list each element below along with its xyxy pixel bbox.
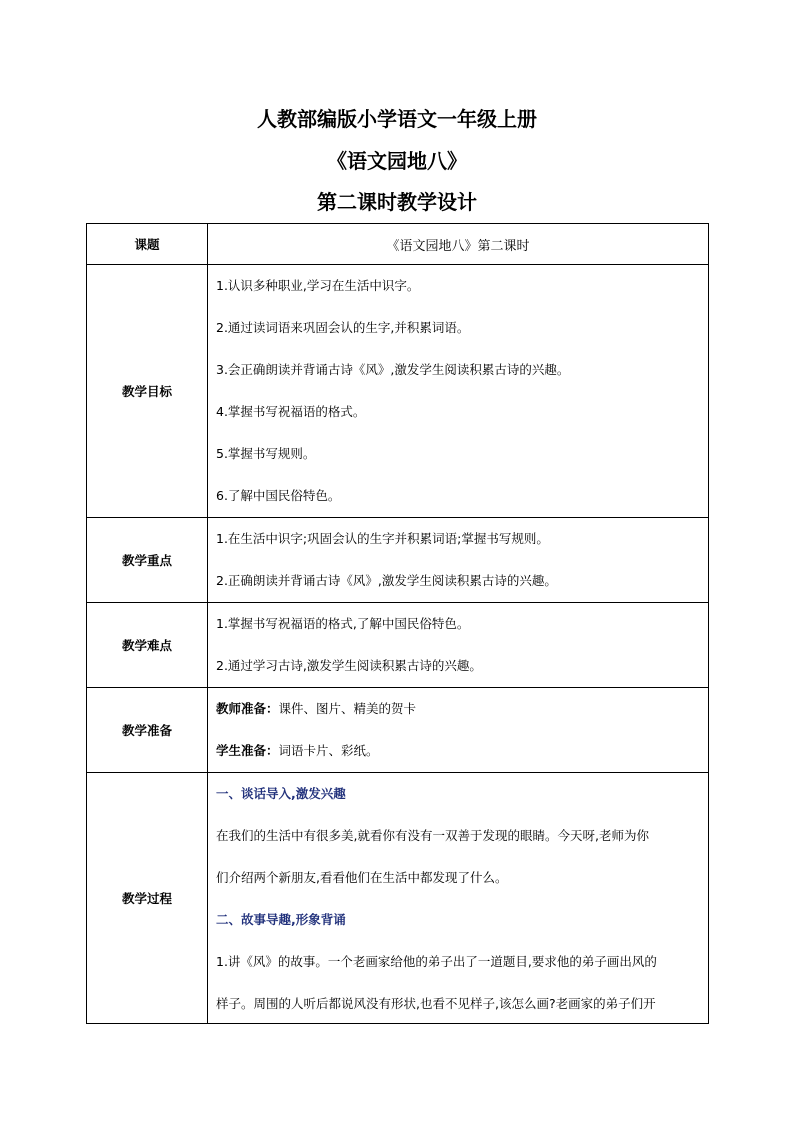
lesson-subtitle: 第二课时教学设计 bbox=[317, 190, 477, 214]
difficulties-label: 教学难点 bbox=[87, 603, 208, 688]
table-row-process bbox=[87, 773, 709, 1024]
table-row-topic bbox=[87, 224, 709, 265]
objective-item: 6.了解中国民俗特色。 bbox=[216, 488, 341, 503]
objective-item: 2.通过读词语来巩固会认的生字,并积累词语。 bbox=[216, 320, 470, 335]
process-section1-heading: 一、谈话导入,激发兴趣 bbox=[216, 786, 346, 801]
process-section2-heading: 二、故事导趣,形象背诵 bbox=[216, 912, 346, 927]
document-title: 人教部编版小学语文一年级上册 bbox=[257, 107, 537, 131]
teacher-preparation-label: 教师准备： bbox=[216, 701, 279, 716]
topic-label: 课题 bbox=[87, 224, 208, 265]
student-preparation-value: 词语卡片、彩纸。 bbox=[278, 743, 379, 758]
teacher-preparation bbox=[216, 688, 700, 730]
objectives-content bbox=[208, 265, 709, 518]
key-points-content bbox=[208, 518, 709, 603]
table-row-key-points bbox=[87, 518, 709, 603]
key-point-item: 1.在生活中识字;巩固会认的生字并积累词语;掌握书写规则。 bbox=[216, 531, 549, 546]
table-row-preparation bbox=[87, 688, 709, 773]
objective-item: 4.掌握书写祝福语的格式。 bbox=[216, 404, 366, 419]
process-label: 教学过程 bbox=[87, 773, 208, 1024]
table-row-difficulties bbox=[87, 603, 709, 688]
table-row-objectives bbox=[87, 265, 709, 518]
objectives-label: 教学目标 bbox=[87, 265, 208, 518]
topic-value: 《语文园地八》第二课时 bbox=[208, 224, 709, 265]
student-preparation-label: 学生准备： bbox=[216, 743, 279, 758]
process-content bbox=[208, 773, 709, 1024]
lesson-title: 《语文园地八》 bbox=[327, 149, 467, 173]
difficulties-content bbox=[208, 603, 709, 688]
difficulty-item: 1.掌握书写祝福语的格式,了解中国民俗特色。 bbox=[216, 616, 470, 631]
preparation-label: 教学准备 bbox=[87, 688, 208, 773]
process-paragraph-line: 样子。周围的人听后都说风没有形状,也看不见样子,该怎么画?老画家的弟子们开 bbox=[216, 996, 656, 1011]
key-point-item: 2.正确朗读并背诵古诗《风》,激发学生阅读积累古诗的兴趣。 bbox=[216, 573, 557, 588]
teacher-preparation-value: 课件、图片、精美的贺卡 bbox=[278, 701, 417, 716]
lesson-plan-table bbox=[86, 223, 709, 1024]
objective-item: 1.认识多种职业,学习在生活中识字。 bbox=[216, 278, 420, 293]
objective-item: 5.掌握书写规则。 bbox=[216, 446, 316, 461]
process-paragraph-line: 在我们的生活中有很多美,就看你有没有一双善于发现的眼睛。今天呀,老师为你 bbox=[216, 828, 649, 843]
student-preparation bbox=[216, 730, 700, 772]
process-paragraph-line: 1.讲《风》的故事。一个老画家给他的弟子出了一道题目,要求他的弟子画出风的 bbox=[216, 954, 657, 969]
objective-item: 3.会正确朗读并背诵古诗《风》,激发学生阅读积累古诗的兴趣。 bbox=[216, 362, 570, 377]
key-points-label: 教学重点 bbox=[87, 518, 208, 603]
process-paragraph-line: 们介绍两个新朋友,看看他们在生活中都发现了什么。 bbox=[216, 870, 508, 885]
preparation-content bbox=[208, 688, 709, 773]
difficulty-item: 2.通过学习古诗,激发学生阅读积累古诗的兴趣。 bbox=[216, 658, 482, 673]
